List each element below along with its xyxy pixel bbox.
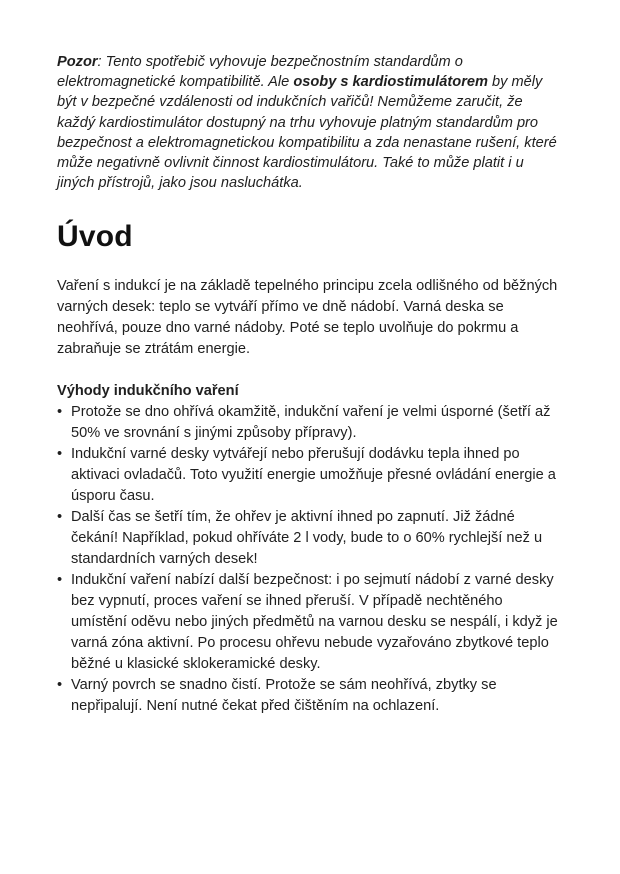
intro-paragraph: Vaření s indukcí je na základě tepelného principu zcela odlišného od běžných varných desek: teplo se vytváří přímo ve dně nádobí. Varná deska se neohřívá, pouze dno varné nádoby. Poté se teplo uvolňuje do pokrmu a zabraňuje se ztrátám energie. bbox=[57, 278, 558, 358]
list-item: • Indukční varné desky vytvářejí nebo přerušují dodávku tepla ihned po aktivaci ovladačů. Toto využití energie umožňuje přesné ovládání energie a úsporu času. bbox=[57, 444, 562, 507]
list-item: • Protože se dno ohřívá okamžitě, indukční vaření je velmi úsporné (šetří až 50% ve srovnání s jinými způsoby přípravy). bbox=[57, 402, 562, 444]
warning-mid-bold: osoby s kardiostimulátorem bbox=[293, 74, 488, 91]
warning-paragraph bbox=[57, 52, 562, 193]
benefits-heading: Výhody indukčního vaření bbox=[57, 383, 239, 400]
warning-lead-bold: Pozor bbox=[57, 54, 98, 70]
list-item: • Další čas se šetří tím, že ohřev je aktivní ihned po zapnutí. Již žádné čekání! Například, pokud ohříváte 2 l vody, bude to o 60% rychlejší než u standardních varných desek! bbox=[57, 507, 562, 570]
page-title: Úvod bbox=[57, 220, 133, 254]
list-item: • Varný povrch se snadno čistí. Protože se sám neohřívá, zbytky se nepřipalují. Není nutné čekat před čištěním na ochlazení. bbox=[57, 675, 562, 717]
warning-text-2: by měly být v bezpečné vzdálenosti od indukčních vařičů! Nemůžeme zaručit, že každý kardiostimulátor dostupný na trhu vyhovuje platným standardům pro bezpečnost a elektromagnetickou kompatibilitu a zda nenastane rušení, které může negativně ovlivnit činnost kardiostimulátoru. Také to může platit i u jiných přístrojů, jako jsou nasluchátka. bbox=[57, 74, 557, 192]
warning-text-1: : Tento spotřebič vyhovuje bezpečnostním standardům o elektromagnetické kompatibilitě. Ale bbox=[57, 54, 463, 91]
list-item: • Indukční vaření nabízí další bezpečnost: i po sejmutí nádobí z varné desky bez vypnutí, proces vaření se ihned přeruší. V případě nechtěného umístění oděvu nebo jiných předmětů na varnou desku se nespálí, i když je varná zóna aktivní. Po procesu ohřevu nebude vyzařováno zbytkové teplo běžné u klasické sklokeramické desky. bbox=[57, 570, 562, 675]
benefits-list bbox=[57, 402, 562, 717]
